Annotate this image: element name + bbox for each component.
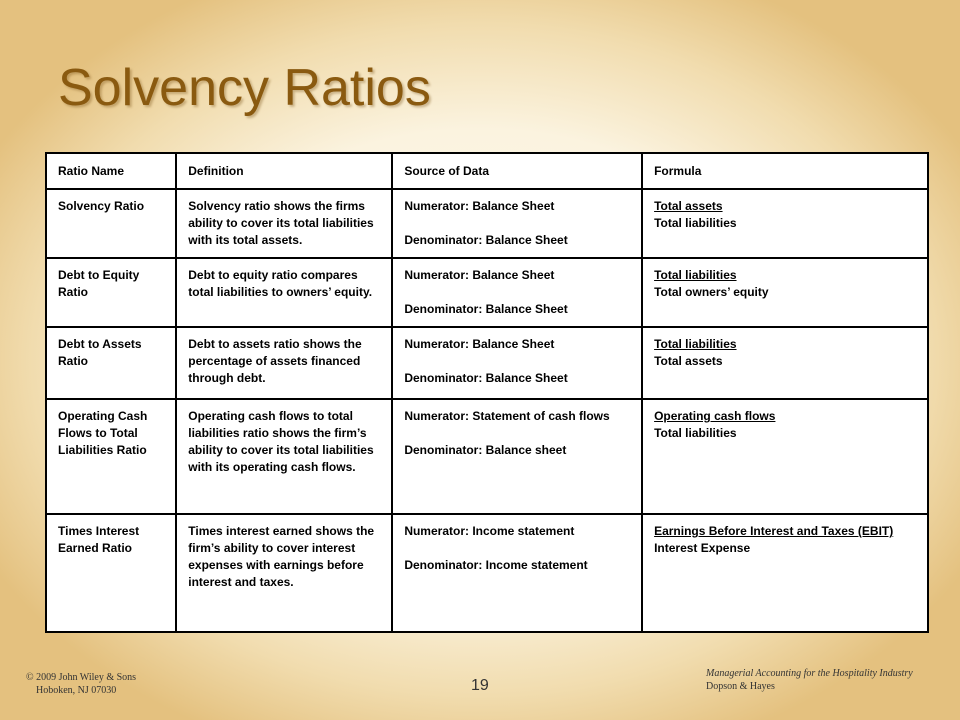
- copyright-footer: [26, 671, 136, 697]
- table-row: [46, 399, 928, 514]
- formula-numerator: Earnings Before Interest and Taxes (EBIT): [654, 524, 894, 538]
- formula-numerator: Total liabilities: [654, 268, 737, 282]
- formula-numerator: Total assets: [654, 199, 723, 213]
- table-row: [46, 189, 928, 258]
- denominator-source: Denominator: Balance Sheet: [404, 233, 568, 247]
- ratio-name-cell: Debt to Equity Ratio: [46, 258, 176, 327]
- table-row: [46, 514, 928, 632]
- definition-cell: Operating cash flows to total liabilities ratio shows the firm’s ability to cover its total liabilities with its operating cash flows.: [176, 399, 392, 514]
- definition-cell: Debt to equity ratio compares total liabilities to owners’ equity.: [176, 258, 392, 327]
- header-source-of-data: Source of Data: [392, 153, 642, 189]
- formula-denominator: Total assets: [654, 354, 723, 368]
- formula-cell: [642, 327, 928, 399]
- table-header-row: [46, 153, 928, 189]
- formula-cell: [642, 514, 928, 632]
- formula-cell: [642, 189, 928, 258]
- formula-denominator: Total liabilities: [654, 216, 737, 230]
- formula-denominator: Total owners’ equity: [654, 285, 769, 299]
- ratio-name-cell: Debt to Assets Ratio: [46, 327, 176, 399]
- source-cell: [392, 189, 642, 258]
- ratio-name-cell: Operating Cash Flows to Total Liabilities Ratio: [46, 399, 176, 514]
- denominator-source: Denominator: Balance Sheet: [404, 302, 568, 316]
- slide-title: Solvency Ratios: [58, 59, 431, 117]
- header-formula: Formula: [642, 153, 928, 189]
- ratio-name-cell: Times Interest Earned Ratio: [46, 514, 176, 632]
- denominator-source: Denominator: Balance Sheet: [404, 371, 568, 385]
- table-row: [46, 258, 928, 327]
- definition-cell: Debt to assets ratio shows the percentage of assets financed through debt.: [176, 327, 392, 399]
- book-authors: Dopson & Hayes: [706, 681, 775, 692]
- source-cell: [392, 327, 642, 399]
- formula-numerator: Total liabilities: [654, 337, 737, 351]
- denominator-source: Denominator: Balance sheet: [404, 443, 567, 457]
- book-footer: [706, 667, 913, 693]
- formula-numerator: Operating cash flows: [654, 409, 776, 423]
- formula-denominator: Total liabilities: [654, 426, 737, 440]
- numerator-source: Numerator: Statement of cash flows: [404, 409, 610, 423]
- numerator-source: Numerator: Balance Sheet: [404, 268, 555, 282]
- definition-cell: Solvency ratio shows the firms ability to cover its total liabilities with its total assets.: [176, 189, 392, 258]
- source-cell: [392, 514, 642, 632]
- ratio-name-cell: Solvency Ratio: [46, 189, 176, 258]
- source-cell: [392, 399, 642, 514]
- numerator-source: Numerator: Balance Sheet: [404, 337, 555, 351]
- solvency-ratios-table: [45, 152, 929, 633]
- formula-cell: [642, 258, 928, 327]
- book-title: Managerial Accounting for the Hospitality Industry: [706, 668, 913, 679]
- publisher-location: Hoboken, NJ 07030: [36, 685, 117, 696]
- table-row: [46, 327, 928, 399]
- numerator-source: Numerator: Balance Sheet: [404, 199, 555, 213]
- source-cell: [392, 258, 642, 327]
- header-ratio-name: Ratio Name: [46, 153, 176, 189]
- page-number: 19: [471, 677, 489, 694]
- copyright-text: © 2009 John Wiley & Sons: [26, 672, 137, 683]
- header-definition: Definition: [176, 153, 392, 189]
- definition-cell: Times interest earned shows the firm’s ability to cover interest expenses with earnings before interest and taxes.: [176, 514, 392, 632]
- denominator-source: Denominator: Income statement: [404, 558, 588, 572]
- numerator-source: Numerator: Income statement: [404, 524, 575, 538]
- formula-denominator: Interest Expense: [654, 541, 751, 555]
- formula-cell: [642, 399, 928, 514]
